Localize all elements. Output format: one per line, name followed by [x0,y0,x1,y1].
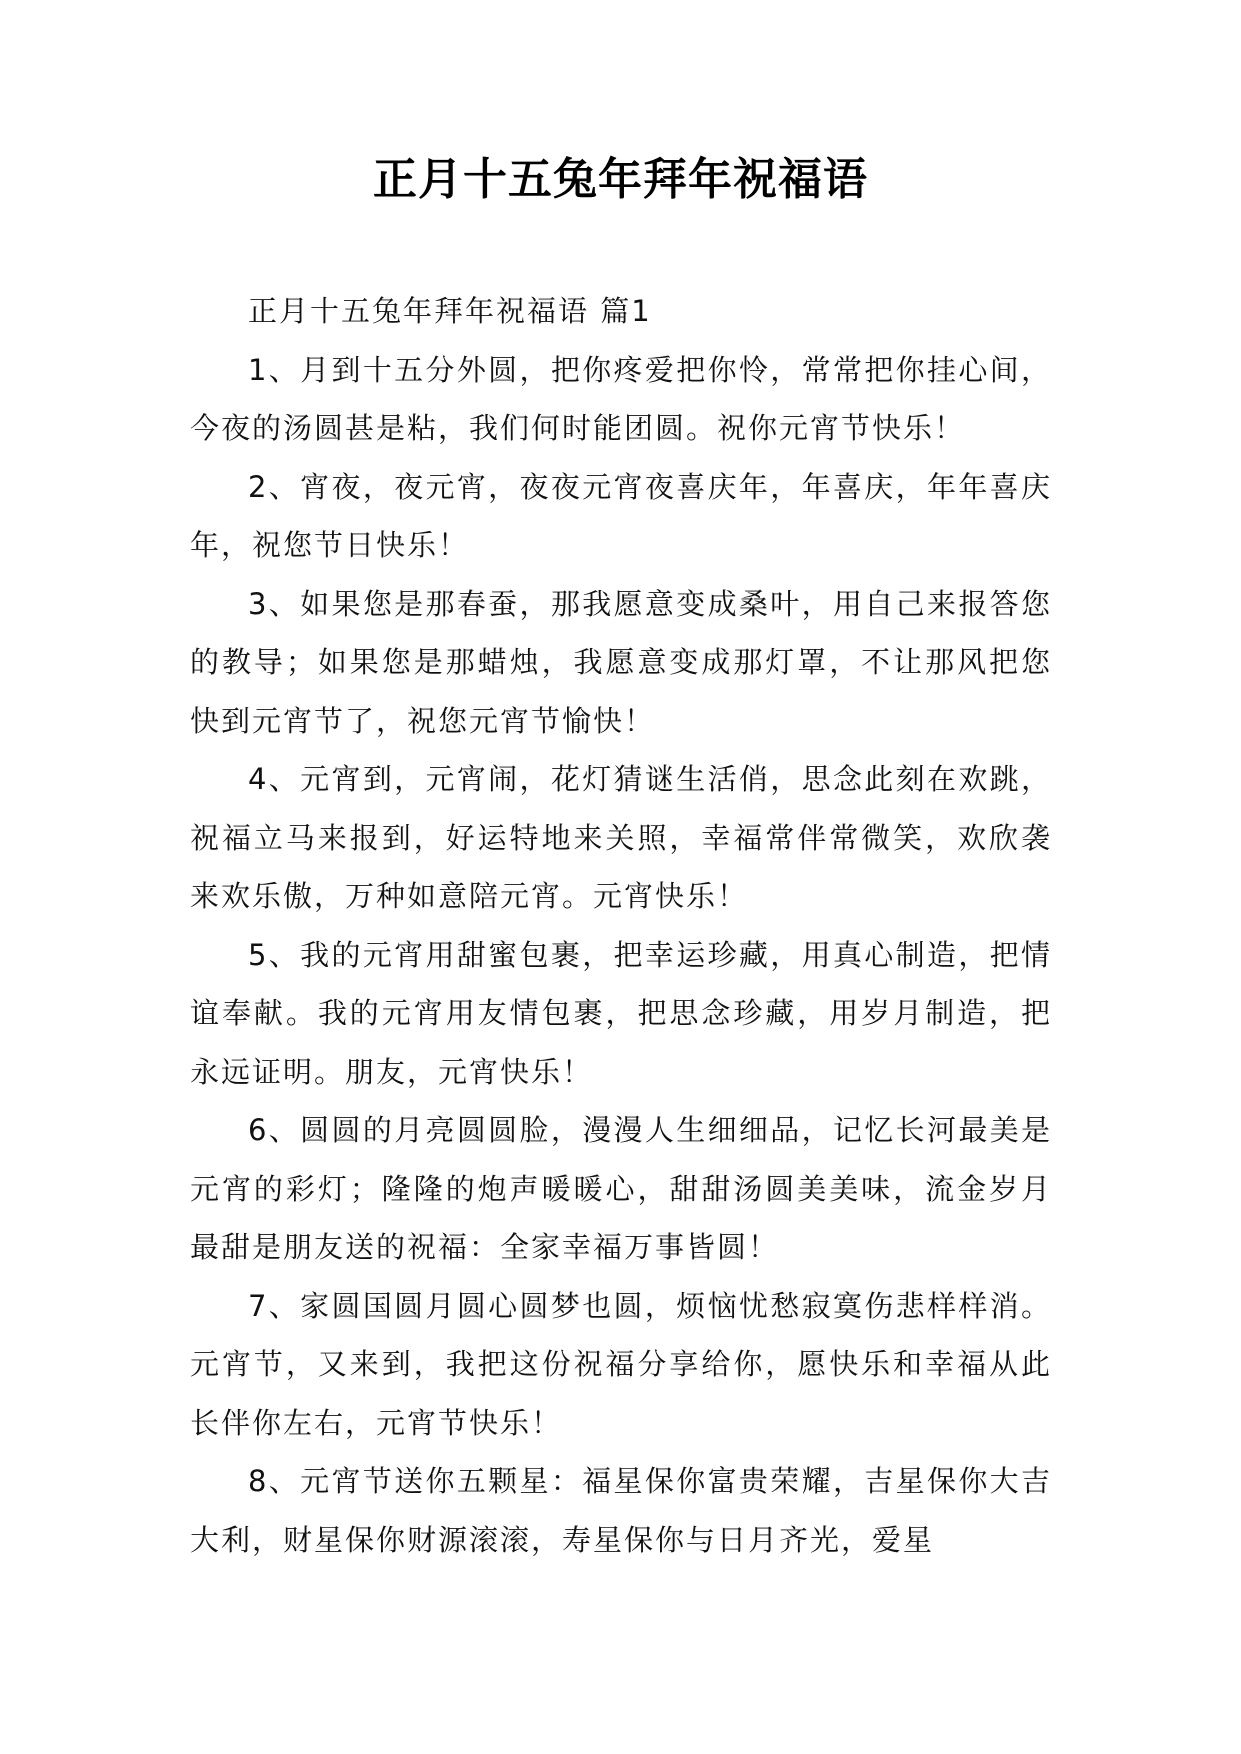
paragraph-7: 7、家圆国圆月圆心圆梦也圆，烦恼忧愁寂寞伤悲样样消。元宵节，又来到，我把这份祝福分享给你，愿快乐和幸福从此长伴你左右，元宵节快乐！ [190,1288,1052,1440]
document-title: 正月十五兔年拜年祝福语 [373,154,868,205]
paragraph-8: 8、元宵节送你五颗星：福星保你富贵荣耀，吉星保你大吉大利，财星保你财源滚滚，寿星保你与日月齐光，爱星 [190,1464,1052,1557]
document-body [190,282,1052,1569]
paragraph-3: 3、如果您是那春蚕，那我愿意变成桑叶，用自己来报答您的教导；如果您是那蜡烛，我愿意变成那灯罩，不让那风把您快到元宵节了，祝您元宵节愉快！ [190,586,1052,738]
paragraph-5: 5、我的元宵用甜蜜包裹，把幸运珍藏，用真心制造，把情谊奉献。我的元宵用友情包裹，把思念珍藏，用岁月制造，把永远证明。朋友，元宵快乐！ [190,937,1052,1089]
paragraph-2: 2、宵夜，夜元宵，夜夜元宵夜喜庆年，年喜庆，年年喜庆年，祝您节日快乐！ [190,469,1052,562]
paragraph-6: 6、圆圆的月亮圆圆脸，漫漫人生细细品，记忆长河最美是元宵的彩灯；隆隆的炮声暖暖心，甜甜汤圆美美味，流金岁月最甜是朋友送的祝福：全家幸福万事皆圆！ [190,1113,1052,1264]
section-heading: 正月十五兔年拜年祝福语 篇1 [248,294,652,328]
paragraph-1: 1、月到十五分外圆，把你疼爱把你怜，常常把你挂心间，今夜的汤圆甚是粘，我们何时能团圆。祝你元宵节快乐！ [190,352,1052,445]
paragraph-4: 4、元宵到，元宵闹，花灯猜谜生活俏，思念此刻在欢跳，祝福立马来报到，好运特地来关照，幸福常伴常微笑，欢欣袭来欢乐傲，万种如意陪元宵。元宵快乐！ [190,762,1052,913]
